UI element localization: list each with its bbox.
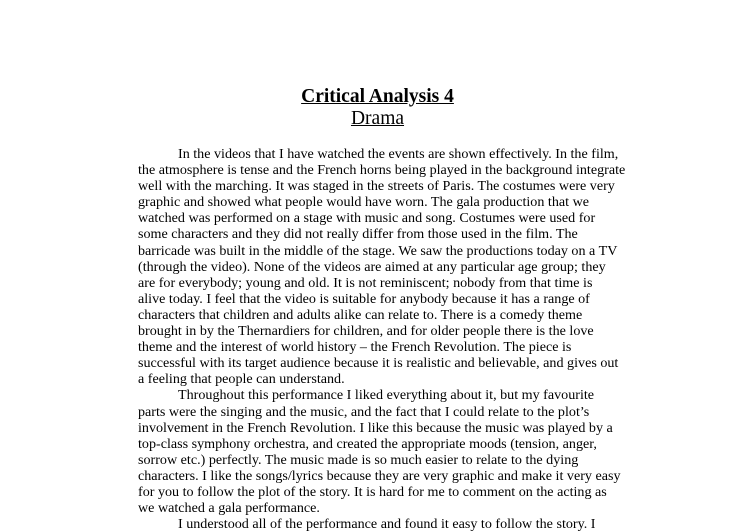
text-line: sorrow etc.) perfectly. The music made is so much easier to relate to the dying	[138, 451, 579, 468]
text-line: a feeling that people can understand.	[138, 371, 345, 388]
paragraph	[138, 516, 628, 532]
paragraph	[138, 146, 628, 387]
text-line: theme and the interest of world history – the French Revolution. The piece is	[138, 339, 572, 356]
text-line: successful with its target audience because it is realistic and believable, and gives out	[138, 355, 619, 372]
text-line: involvement in the French Revolution. I like this because the music was played by a	[138, 419, 613, 436]
text-line: some characters and they did not really differ from those used in the film. The	[138, 226, 578, 243]
text-line: characters that children and adults alike can relate to. There is a comedy theme	[138, 306, 583, 323]
text-line: brought in by the Thernardiers for children, and for older people there is the love	[138, 323, 594, 340]
text-line: we watched a gala performance.	[138, 500, 320, 517]
text-line: graphic and showed what people would have worn. The gala production that we	[138, 194, 589, 211]
document-subtitle: Drama	[350, 108, 405, 129]
text-line: are for everybody; young and old. It is not reminiscent; nobody from that time is	[138, 274, 593, 291]
text-line: Throughout this performance I liked everything about it, but my favourite	[178, 387, 595, 404]
text-line: top-class symphony orchestra, and created the appropriate moods (tension, anger,	[138, 435, 597, 452]
paragraph	[138, 387, 628, 516]
text-line: In the videos that I have watched the events are shown effectively. In the film,	[178, 146, 619, 162]
text-line: alive today. I feel that the video is suitable for anybody because it has a range of	[138, 290, 590, 307]
text-line: parts were the singing and the music, and the fact that I could relate to the plot’s	[138, 403, 590, 420]
document-title: Critical Analysis 4	[301, 86, 454, 107]
text-line: watched was performed on a stage with music and song. Costumes were used for	[138, 210, 596, 227]
text-line: I understood all of the performance and found it easy to follow the story. I	[178, 516, 596, 532]
text-line: (through the video). None of the videos are aimed at any particular age group; they	[138, 258, 606, 275]
text-line: characters. I like the songs/lyrics because they are very graphic and make it very easy	[138, 467, 621, 484]
text-line: barricade was built in the middle of the stage. We saw the productions today on a TV	[138, 242, 618, 259]
text-line: the atmosphere is tense and the French horns being played in the background integrate	[138, 162, 626, 179]
document-body	[138, 146, 628, 532]
text-line: well with the marching. It was staged in the streets of Paris. The costumes were very	[138, 178, 615, 195]
text-line: for you to follow the plot of the story. It is hard for me to comment on the acting as	[138, 483, 607, 500]
